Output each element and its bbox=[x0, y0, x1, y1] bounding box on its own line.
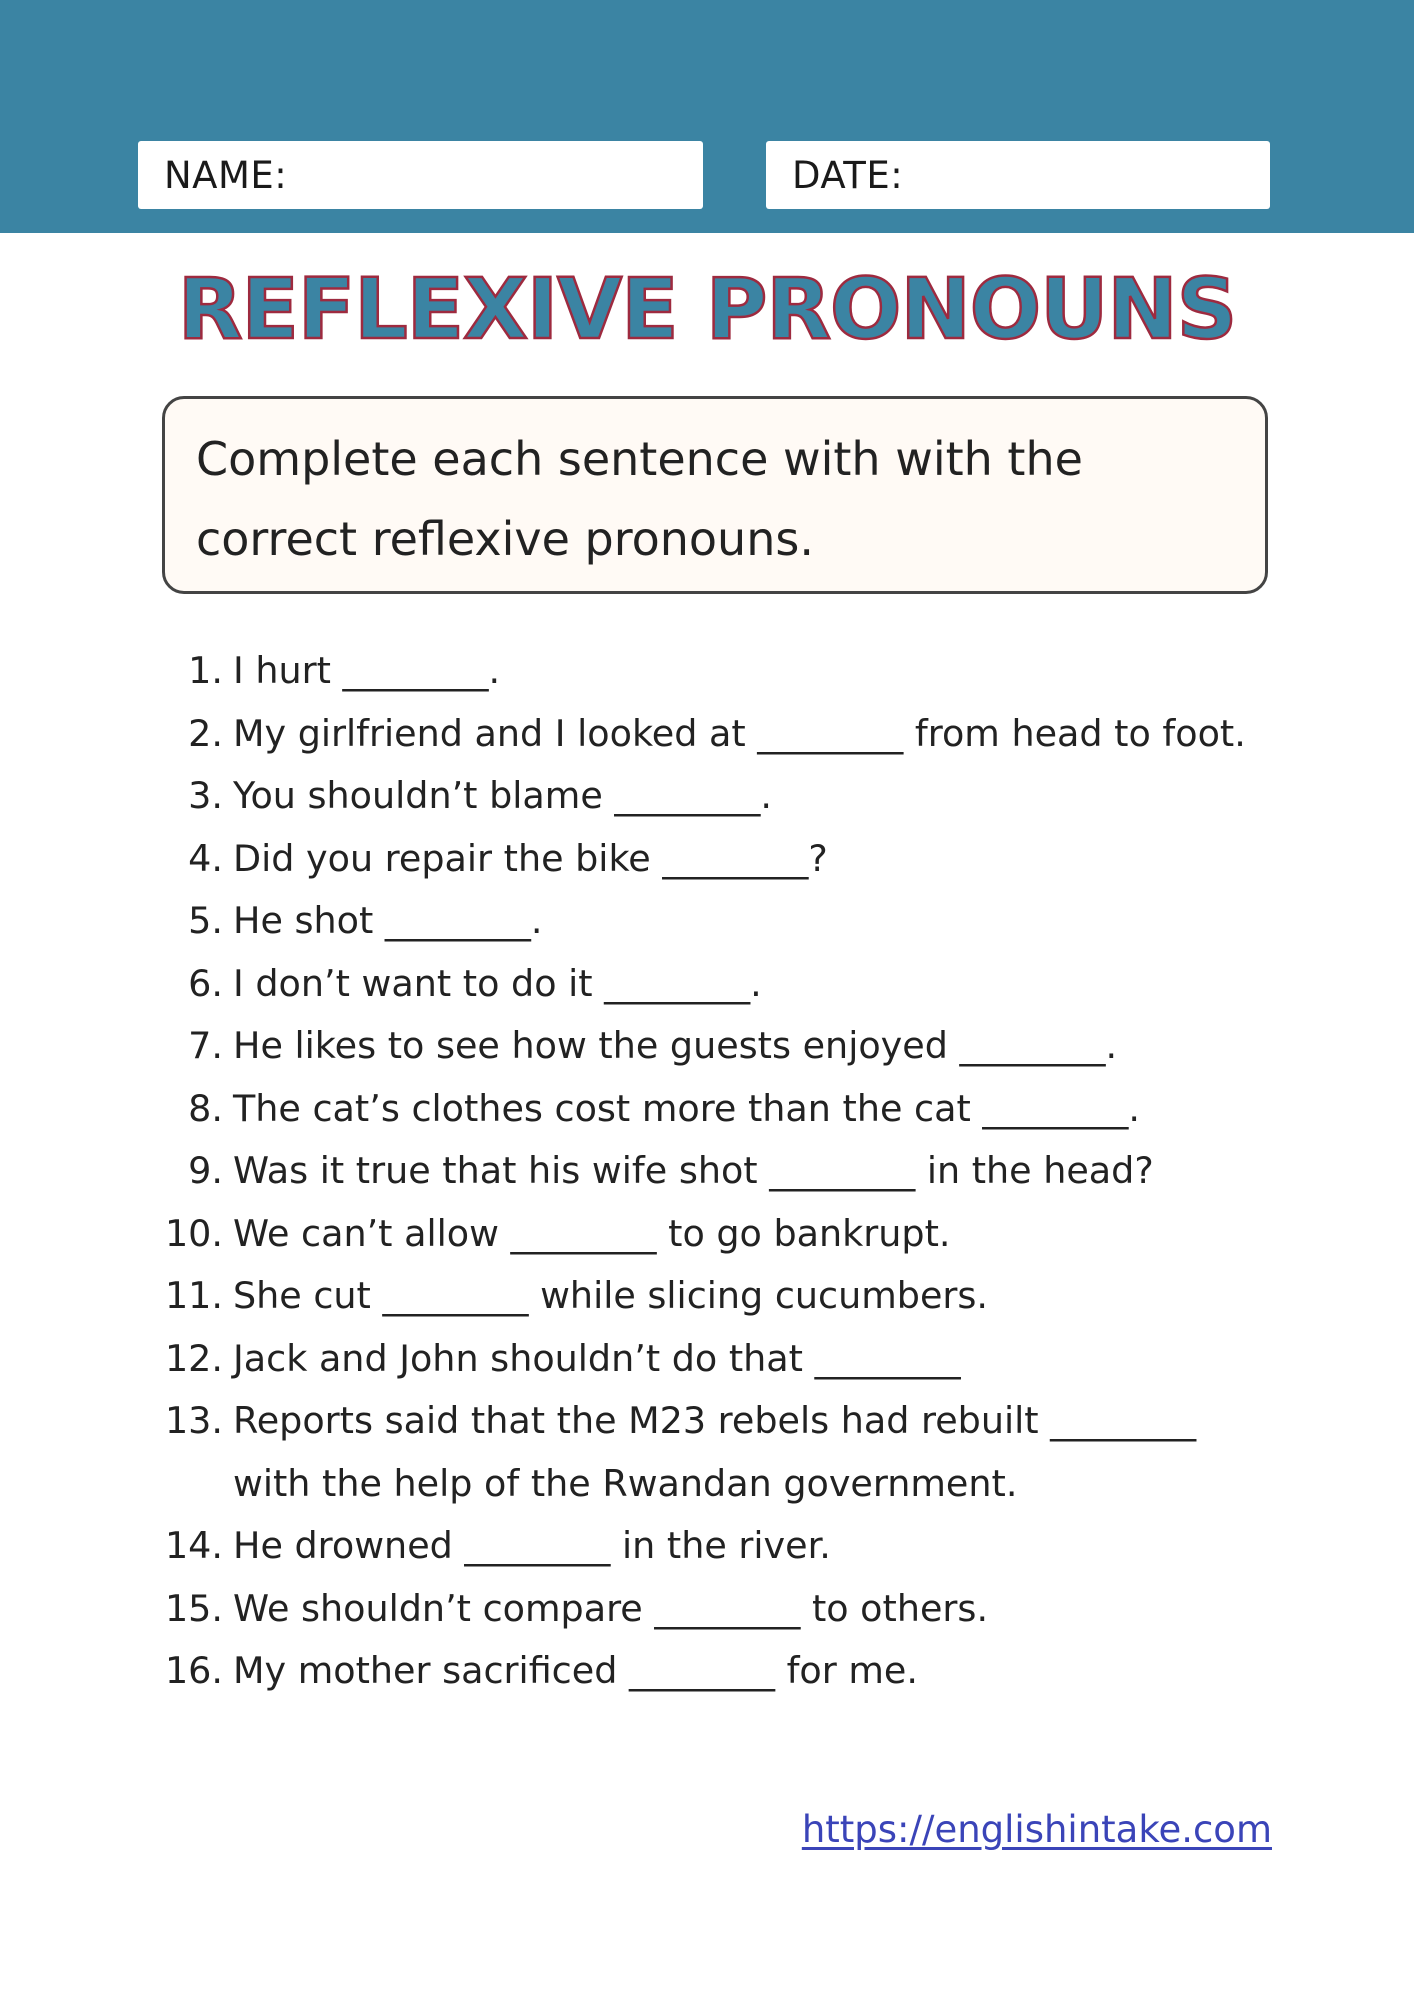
question-text: Reports said that the M23 rebels had rebuilt ________ with the help of the Rwandan government. bbox=[233, 1399, 1197, 1505]
question-item bbox=[150, 1203, 1280, 1266]
question-number: 11. bbox=[164, 1274, 223, 1317]
question-number: 2. bbox=[188, 711, 223, 755]
question-text: Was it true that his wife shot ________ in the head? bbox=[233, 1149, 1154, 1192]
question-text: She cut ________ while slicing cucumbers. bbox=[233, 1274, 989, 1317]
question-item bbox=[150, 765, 1280, 828]
question-item bbox=[150, 640, 1280, 703]
question-item bbox=[150, 1515, 1280, 1578]
question-text: We can’t allow ________ to go bankrupt. bbox=[233, 1211, 951, 1255]
question-text: Jack and John shouldn’t do that ________ bbox=[233, 1336, 961, 1380]
date-label: DATE: bbox=[792, 153, 904, 197]
question-number: 1. bbox=[188, 649, 223, 692]
question-item bbox=[150, 828, 1280, 891]
question-text: I hurt ________. bbox=[233, 649, 501, 692]
website-link[interactable]: https://englishintake.com bbox=[801, 1808, 1272, 1851]
question-item bbox=[150, 1640, 1280, 1703]
instruction-box bbox=[162, 396, 1268, 594]
question-number: 12. bbox=[164, 1336, 223, 1380]
question-text: My girlfriend and I looked at ________ from head to foot. bbox=[233, 711, 1246, 755]
question-item bbox=[150, 1078, 1280, 1141]
question-text: He drowned ________ in the river. bbox=[233, 1524, 831, 1567]
question-text: You shouldn’t blame ________. bbox=[233, 774, 772, 817]
question-item bbox=[150, 1265, 1280, 1328]
question-item bbox=[150, 1328, 1280, 1391]
question-item bbox=[150, 890, 1280, 953]
question-number: 9. bbox=[188, 1149, 223, 1192]
question-item bbox=[150, 703, 1280, 766]
question-number: 6. bbox=[188, 961, 223, 1005]
question-number: 14. bbox=[164, 1524, 223, 1567]
question-number: 16. bbox=[164, 1649, 223, 1692]
question-text: He likes to see how the guests enjoyed ________. bbox=[233, 1024, 1118, 1067]
question-item bbox=[150, 1140, 1280, 1203]
question-text: Did you repair the bike ________? bbox=[233, 836, 828, 880]
question-text: We shouldn’t compare ________ to others. bbox=[233, 1586, 989, 1630]
question-item bbox=[150, 1390, 1280, 1515]
date-field[interactable] bbox=[766, 141, 1270, 209]
name-label: NAME: bbox=[164, 153, 288, 197]
question-item bbox=[150, 1015, 1280, 1078]
question-number: 8. bbox=[188, 1086, 223, 1130]
instruction-line-2: correct reflexive pronouns. bbox=[196, 512, 814, 566]
question-number: 3. bbox=[188, 774, 223, 817]
question-number: 4. bbox=[188, 836, 223, 880]
question-number: 10. bbox=[164, 1211, 223, 1255]
page-title: REFLEXIVE PRONOUNS bbox=[177, 260, 1237, 358]
question-number: 7. bbox=[188, 1024, 223, 1067]
question-text: I don’t want to do it ________. bbox=[233, 961, 762, 1005]
question-number: 5. bbox=[188, 899, 223, 942]
question-number: 13. bbox=[164, 1399, 223, 1442]
question-text: He shot ________. bbox=[233, 899, 543, 942]
question-list bbox=[150, 640, 1280, 1703]
name-field[interactable] bbox=[138, 141, 703, 209]
question-number: 15. bbox=[164, 1586, 223, 1630]
question-item bbox=[150, 1578, 1280, 1641]
question-item bbox=[150, 953, 1280, 1016]
question-text: My mother sacrificed ________ for me. bbox=[233, 1649, 918, 1692]
instruction-line-1: Complete each sentence with with the bbox=[196, 432, 1083, 486]
question-text: The cat’s clothes cost more than the cat ________. bbox=[233, 1086, 1140, 1130]
